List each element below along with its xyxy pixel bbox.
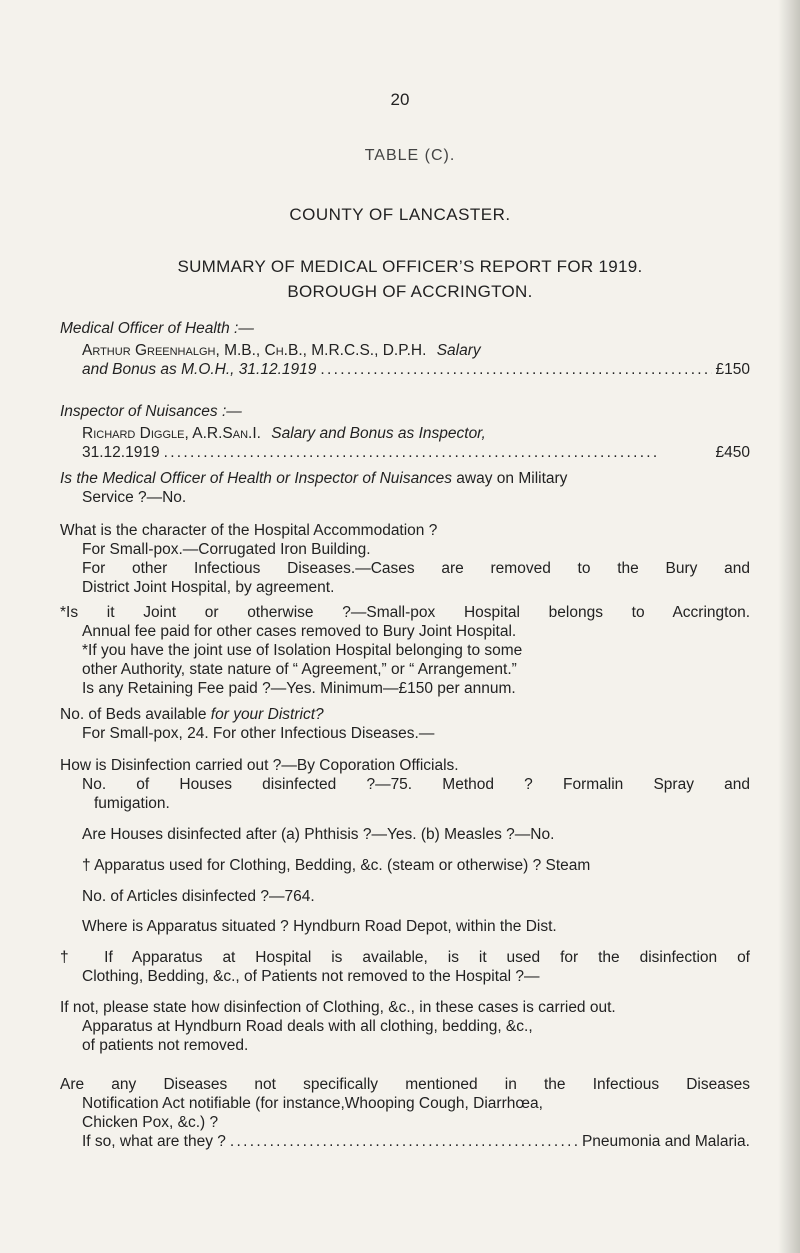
moh-name: Arthur Greenhalgh, M.B., Ch.B., M.R.C.S., D.P.H. [82,341,427,359]
summary-title: SUMMARY OF MEDICAL OFFICER’S REPORT FOR 1919. [177,257,643,276]
disinfection-ifnot-2: Apparatus at Hyndburn Road deals with all clothing, bedding, &c., [82,1018,533,1036]
notifiable-section [60,1076,750,1152]
moh-bonus: and Bonus as M.O.H., 31.12.1919 [82,360,317,378]
page-edge-shadow [778,0,800,1253]
military-question: Is the Medical Officer of Health or Inspector of Nuisances [60,470,452,487]
inspector-heading: Inspector of Nuisances :— [60,403,242,420]
beds-section [60,706,750,744]
inspector-salary: Salary and Bonus as Inspector, [271,424,486,442]
military-section [60,470,750,508]
hospital-section [60,522,750,598]
disinfection-hospital-q2: Clothing, Bedding, &c., of Patients not removed to the Hospital ?— [82,968,540,986]
disinfection-line-1: How is Disinfection carried out ?—By Coporation Officials. [60,757,459,774]
joint-line-4: other Authority, state nature of “ Agreement,” or “ Arrangement.” [82,660,517,678]
military-line-2: Service ?—No. [82,488,187,506]
notifiable-line-3: Chicken Pox, &c.) ? [82,1113,219,1131]
disinfection-line-2: No. of Houses disinfected ?—75. Method ? Formalin Spray and [82,775,750,793]
military-line-1 [60,470,750,489]
notifiable-line-4 [60,1133,750,1152]
moh-heading: Medical Officer of Health :— [60,320,254,337]
hospital-question: What is the character of the Hospital Accommodation ? [60,522,438,539]
joint-line-3: *If you have the joint use of Isolation Hospital belonging to some [82,641,523,659]
inspector-name: Richard Diggle, A.R.San.I. [82,424,261,442]
inspector-name-line [60,425,750,444]
inspector-date: 31.12.1919 [82,443,160,461]
notifiable-question: If so, what are they ? [82,1132,226,1150]
joint-line-2: Annual fee paid for other cases removed to Bury Joint Hospital. [82,622,517,640]
beds-line-2: For Small-pox, 24. For other Infectious Diseases.— [82,724,435,742]
disinfection-hospital-q1: † If Apparatus at Hospital is available, is it used for the disinfection of [60,949,750,967]
disinfection-ifnot-3: of patients not removed. [82,1036,249,1054]
joint-section [60,604,750,699]
notifiable-answer: Pneumonia and Malaria. [581,1132,750,1150]
moh-section [60,320,750,380]
disinfection-articles: No. of Articles disinfected ?—764. [82,887,315,905]
moh-amount-row [60,361,750,380]
hospital-smallpox: For Small-pox.—Corrugated Iron Building. [82,540,371,558]
moh-amount: £150 [715,360,750,378]
military-question-rest: away on Military [456,470,568,487]
inspector-section [60,403,750,463]
county-heading: COUNTY OF LANCASTER. [289,205,511,224]
joint-line-1: *Is it Joint or otherwise ?—Small-pox Hospital belongs to Accrington. [60,604,750,621]
page-number: 20 [390,90,410,109]
table-label: TABLE (C). [364,147,456,164]
moh-name-line [60,342,750,361]
hospital-other-1: For other Infectious Diseases.—Cases are removed to the Bury and [82,559,750,577]
inspector-amount: £450 [715,443,750,461]
notifiable-line-1: Are any Diseases not specifically mentioned in the Infectious Diseases [60,1076,750,1093]
disinfection-line-3: fumigation. [94,794,170,812]
moh-salary-label: Salary [436,341,481,359]
hospital-other-2: District Joint Hospital, by agreement. [82,578,335,596]
inspector-amount-row [60,444,750,463]
beds-question: No. of Beds available [60,706,207,723]
beds-question-italic: for your District? [210,706,324,723]
beds-line-1 [60,706,750,725]
disinfection-situated: Where is Apparatus situated ? Hyndburn Road Depot, within the Dist. [82,918,557,936]
disinfection-apparatus: † Apparatus used for Clothing, Bedding, &c. (steam or otherwise) ? Steam [82,856,591,874]
notifiable-line-2: Notification Act notifiable (for instance,Whooping Cough, Diarrhœa, [82,1094,543,1112]
disinfection-ifnot-1: If not, please state how disinfection of Clothing, &c., in these cases is carried out. [60,999,616,1017]
borough-heading: BOROUGH OF ACCRINGTON. [287,282,533,301]
disinfection-section [60,757,750,1056]
joint-line-5: Is any Retaining Fee paid ?—Yes. Minimum—£150 per annum. [82,679,516,697]
disinfection-phthisis: Are Houses disinfected after (a) Phthisis ?—Yes. (b) Measles ?—No. [82,825,555,843]
